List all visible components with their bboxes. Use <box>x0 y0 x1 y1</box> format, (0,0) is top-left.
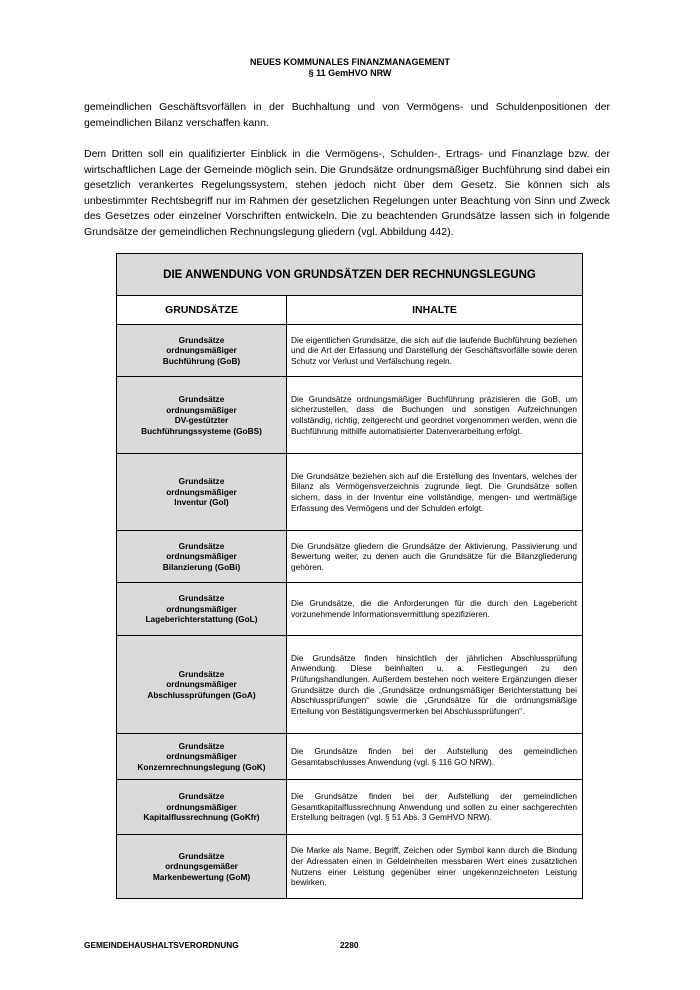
column-header-principles: GRUNDSÄTZE <box>117 296 287 325</box>
table-title: DIE ANWENDUNG VON GRUNDSÄTZEN DER RECHNUNGSLEGUNG <box>117 254 583 296</box>
column-header-contents: INHALTE <box>287 296 583 325</box>
table-row <box>117 583 583 636</box>
principle-name: Grundsätze ordnungsmäßiger Lageberichterstattung (GoL) <box>117 583 287 636</box>
paragraph-2: Dem Dritten soll ein qualifizierter Einblick in die Vermögens-, Schulden-, Ertrags- und Finanzlage bzw. der wirtschaftlichen Lage der Gemeinde möglich sein. Die Grundsätze ordnungsmäßiger Buchführung sind dabei ein gesetzlich verankertes Regelungssystem, stehen jedoch nicht über dem Gesetz. Sie können sich als unbestimmter Rechtsbegriff nur im Rahmen der gesetzlichen Regelungen unter Beachtung von Sinn und Zweck des Gesetzes oder einzelner Vorschriften entwickeln. Die zu beachtenden Grundsätze lassen sich in folgende Grundsätze der gemeindlichen Rechnungslegung gliedern (vgl. Abbildung 442). <box>84 148 610 238</box>
principle-name: Grundsätze ordnungsmäßiger Bilanzierung (GoBi) <box>117 531 287 583</box>
footer-document-title: GEMEINDEHAUSHALTSVERORDNUNG <box>84 940 239 950</box>
principle-description: Die Grundsätze beziehen sich auf die Erstellung des Inventars, welches der Bilanz als Vermögensverzeichnis zugrunde liegt. Die Grundsätze sollen sichern, dass in der Inventur eine vollständige, mengen- und wertmäßige Erfassung des Vermögens und der Schulden erfolgt. <box>287 454 583 531</box>
principle-description: Die eigentlichen Grundsätze, die sich auf die laufende Buchführung beziehen und die Art der Erfassung und Darstellung der Geschäftsvorfälle sowie deren Schutz vor Verlust und Verfälschung regeln. <box>287 325 583 377</box>
table-row <box>117 734 583 780</box>
principles-table <box>116 253 583 899</box>
paragraph-1: gemeindlichen Geschäftsvorfällen in der Buchhaltung und von Vermögens- und Schuldenpositionen der gemeindlichen Bilanz verschaffen kann. <box>84 101 610 129</box>
principle-name: Grundsätze ordnungsmäßiger Kapitalflussrechnung (GoKfr) <box>117 780 287 835</box>
principle-description: Die Grundsätze finden bei der Aufstellung der gemeindlichen Gesamtkapitalflussrechnung Anwendung und sollen zu einer sachgerechten Erstellung beitragen (vgl. § 51 Abs. 3 GemHVO NRW). <box>287 780 583 835</box>
principle-name: Grundsätze ordnungsmäßiger Abschlussprüfungen (GoA) <box>117 636 287 734</box>
principle-name: Grundsätze ordnungsmäßiger DV-gestützter Buchführungssysteme (GoBS) <box>117 377 287 454</box>
table-row <box>117 636 583 734</box>
principle-name: Grundsätze ordnungsmäßiger Konzernrechnungslegung (GoK) <box>117 734 287 780</box>
principle-description: Die Grundsätze finden hinsichtlich der jährlichen Abschlussprüfung Anwendung. Diese beinhalten u. a. Festlegungen zu den Prüfungshandlungen. Außerdem bestehen noch weitere Ergänzungen dieser Grundsätze durch die „Grundsätze ordnungsmäßiger Berichterstattung bei Abschlussprüfungen“ sowie die „Grundsätze für die ordnungsmäßige Erteilung von Bestätigungsvermerken bei Abschlussprüfungen“. <box>287 636 583 734</box>
page-number: 2280 <box>340 940 359 950</box>
principle-description: Die Grundsätze gliedern die Grundsätze der Aktivierung, Passivierung und Bewertung weiter, zu denen auch die Grundsätze für die Bilanzgliederung gehören. <box>287 531 583 583</box>
principle-description: Die Grundsätze finden bei der Aufstellung des gemeindlichen Gesamtabschlusses Anwendung (vgl. § 116 GO NRW). <box>287 734 583 780</box>
table-row <box>117 454 583 531</box>
table-row <box>117 531 583 583</box>
header-subtitle: § 11 GemHVO NRW <box>308 68 392 78</box>
table-row <box>117 325 583 377</box>
table-row <box>117 377 583 454</box>
principle-description: Die Grundsätze ordnungsmäßiger Buchführung präzisieren die GoB, um sicherzustellen, dass die Buchungen und sonstigen Aufzeichnungen vollständig, richtig, zeitgerecht und geordnet vorgenommen werden, wenn die Buchführung mithilfe automatisierter Datenverarbeitung erfolgt. <box>287 377 583 454</box>
header-title: NEUES KOMMUNALES FINANZMANAGEMENT <box>250 57 450 67</box>
principle-name: Grundsätze ordnungsmäßiger Inventur (GoI) <box>117 454 287 531</box>
principle-description: Die Marke als Name, Begriff, Zeichen oder Symbol kann durch die Bindung der Adressaten einen in Geldeinheiten messbaren Wert eines zusätzlichen Nutzens einer Leistung gegenüber einer ungekennzeichneten Leistung bewirken. <box>287 835 583 899</box>
principle-name: Grundsätze ordnungsgemäßer Markenbewertung (GoM) <box>117 835 287 899</box>
page-header <box>0 57 700 79</box>
principle-description: Die Grundsätze, die die Anforderungen für die durch den Lagebericht vorzunehmende Informationsvermittlung spezifizieren. <box>287 583 583 636</box>
table-row <box>117 780 583 835</box>
principle-name: Grundsätze ordnungsmäßiger Buchführung (GoB) <box>117 325 287 377</box>
table-row <box>117 835 583 899</box>
